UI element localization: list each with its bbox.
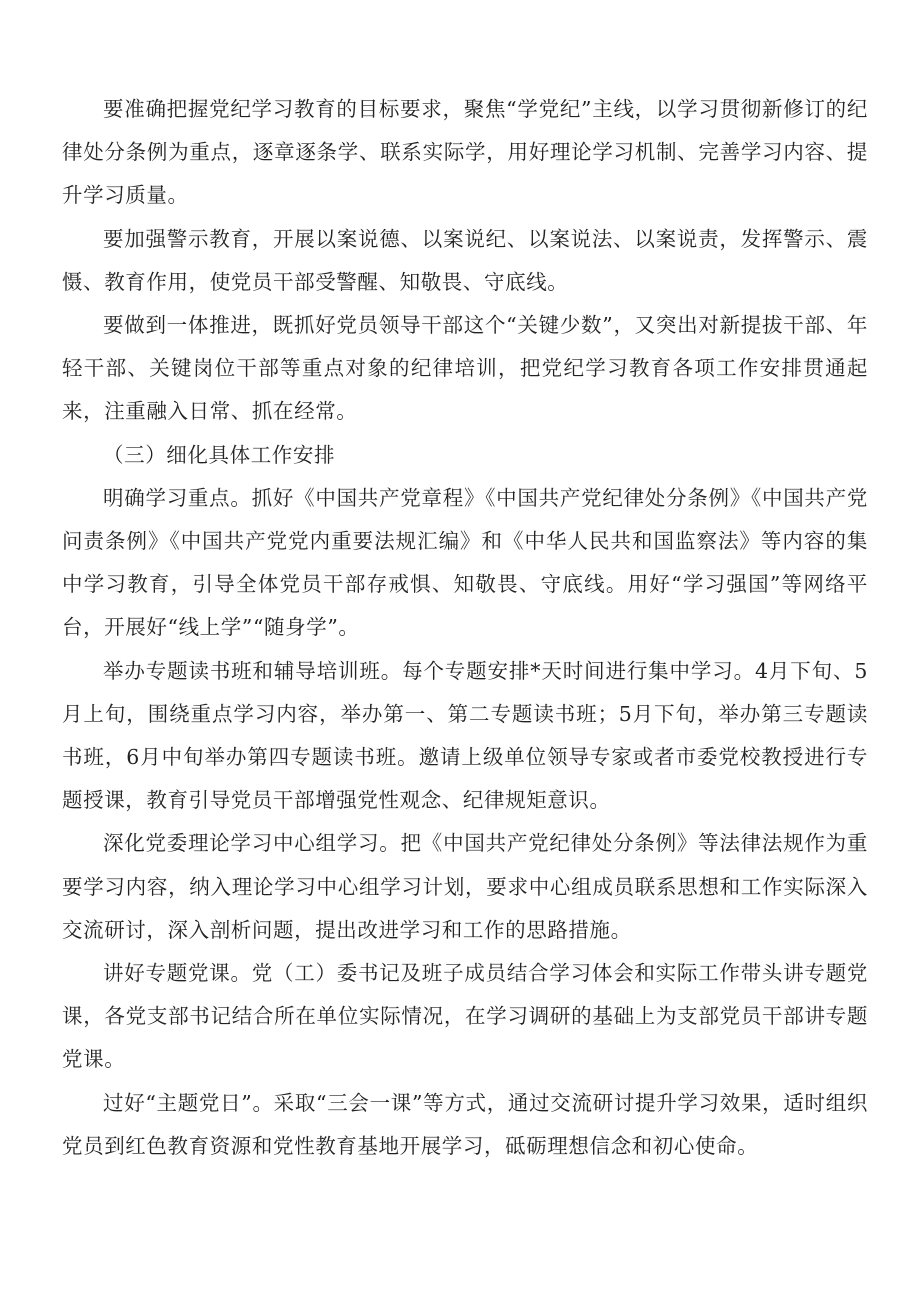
paragraph-warning-education: 要加强警示教育，开展以案说德、以案说纪、以案说法、以案说责，发挥警示、震慑、教育作用，使党员干部受警醒、知敬畏、守底线。	[62, 226, 868, 294]
paragraph-party-lectures: 讲好专题党课。党（工）委书记及班子成员结合学习体会和实际工作带头讲专题党课，各党支部书记结合所在单位实际情况，在学习调研的基础上为支部党员干部讲专题党课。	[62, 961, 868, 1072]
paragraph-theme-party-day: 过好“主题党日”。采取“三会一课”等方式，通过交流研讨提升学习效果，适时组织党员到红色教育资源和党性教育基地开展学习，砥砺理想信念和初心使命。	[62, 1090, 868, 1158]
paragraph-integrated-promotion: 要做到一体推进，既抓好党员领导干部这个“关键少数”，又突出对新提拔干部、年轻干部、关键岗位干部等重点对象的纪律培训，把党纪学习教育各项工作安排贯通起来，注重融入日常、抓在经常。	[62, 313, 868, 424]
document-body	[62, 88, 868, 1168]
section-heading: （三）细化具体工作安排	[103, 442, 336, 467]
paragraph-central-group-study: 深化党委理论学习中心组学习。把《中国共产党纪律处分条例》等法律法规作为重要学习内容，纳入理论学习中心组学习计划，要求中心组成员联系思想和工作实际深入交流研讨，深入剖析问题，提出改进学习和工作的思路措施。	[62, 831, 868, 942]
paragraph-study-focus: 明确学习重点。抓好《中国共产党章程》《中国共产党纪律处分条例》《中国共产党问责条例》《中国共产党党内重要法规汇编》和《中华人民共和国监察法》等内容的集中学习教育，引导全体党员干部存戒惧、知敬畏、守底线。用好“学习强国”等网络平台，开展好“线上学”“随身学”。	[62, 485, 868, 640]
paragraph-reading-classes: 举办专题读书班和辅导培训班。每个专题安排*天时间进行集中学习。4月下旬、5月上旬，围绕重点学习内容，举办第一、第二专题读书班；5月下旬，举办第三专题读书班，6月中旬举办第四专题读书班。邀请上级单位领导专家或者市委党校教授进行专题授课，教育引导党员干部增强党性观念、纪律规矩意识。	[62, 658, 868, 813]
paragraph-goal-requirements: 要准确把握党纪学习教育的目标要求，聚焦“学党纪”主线，以学习贯彻新修订的纪律处分条例为重点，逐章逐条学、联系实际学，用好理论学习机制、完善学习内容、提升学习质量。	[62, 97, 868, 208]
